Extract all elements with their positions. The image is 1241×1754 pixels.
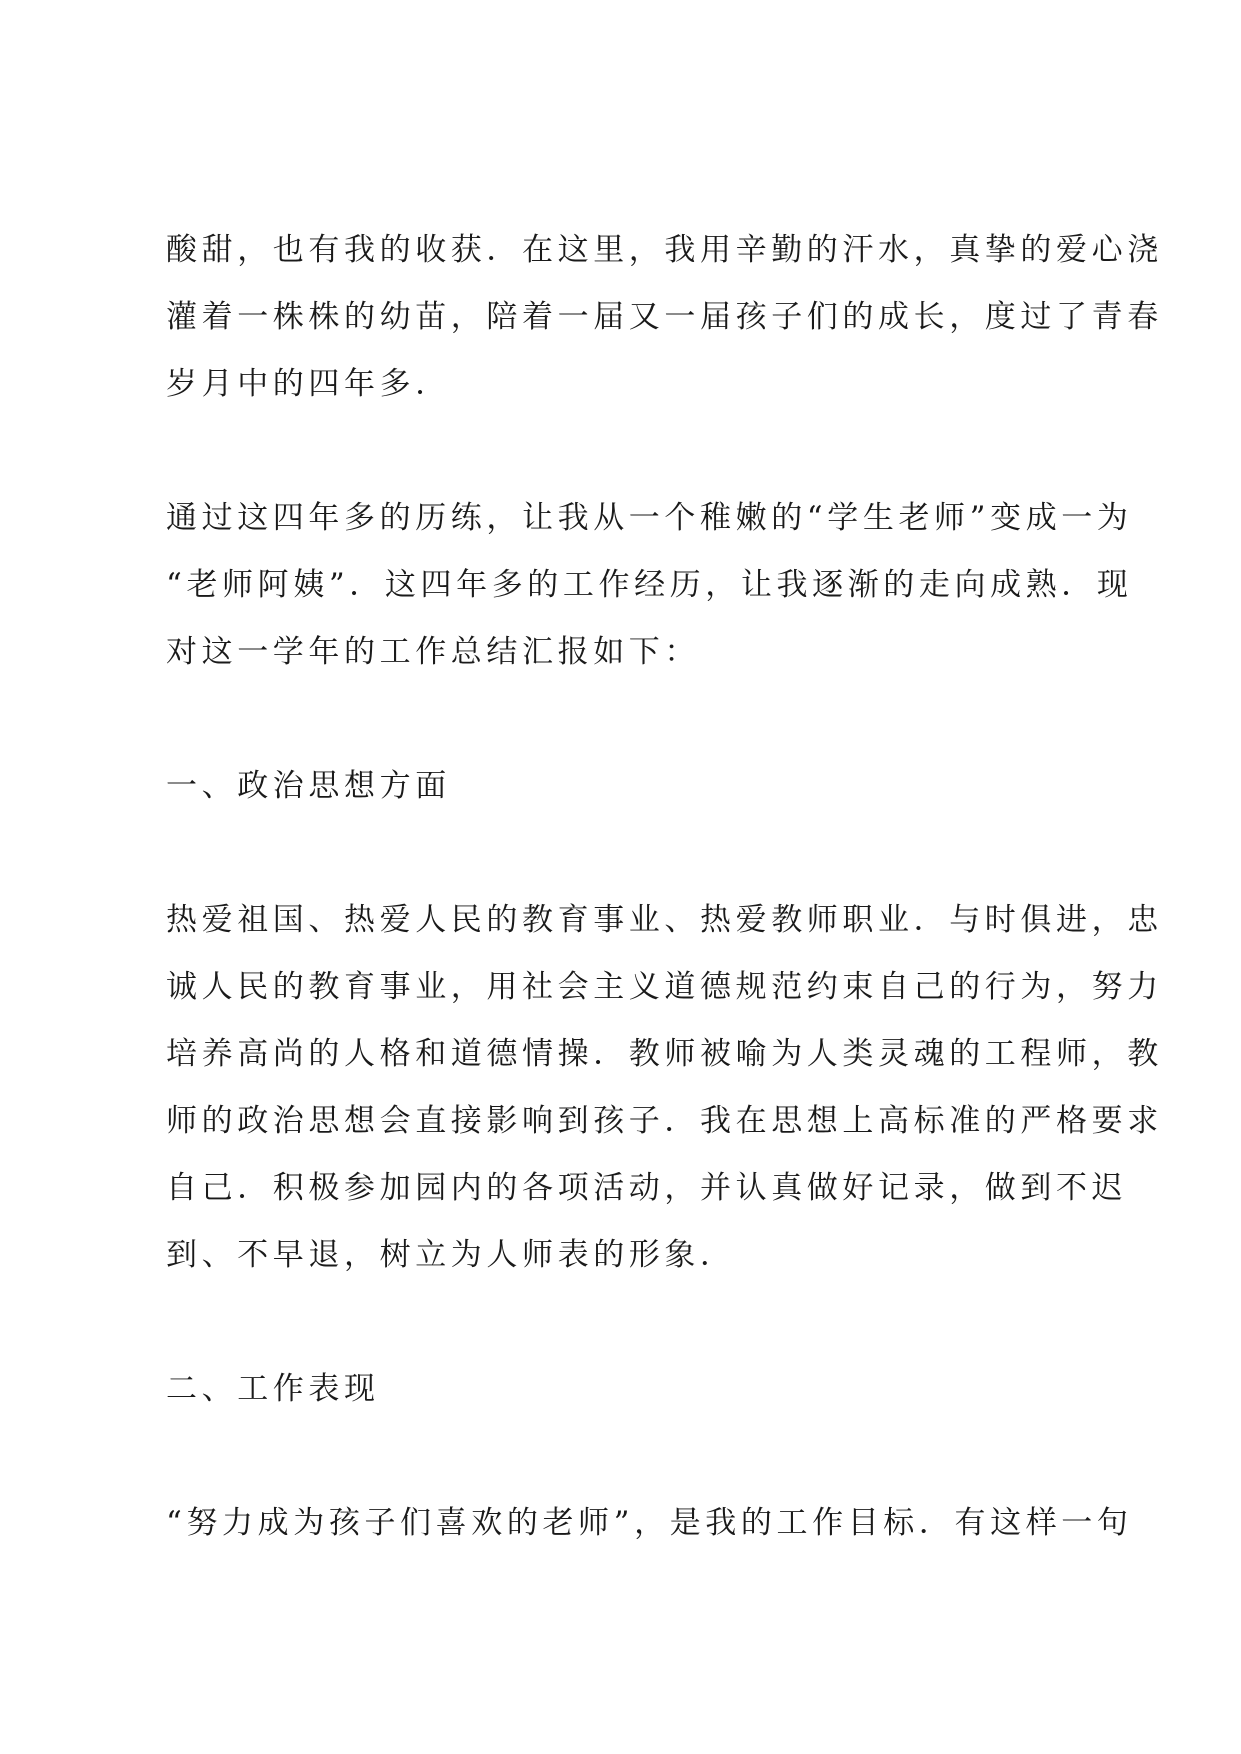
paragraph-line: 灌着一株株的幼苗，陪着一届又一届孩子们的成长，度过了青春 (166, 299, 1163, 335)
paragraph-line: “老师阿姨”．这四年多的工作经历，让我逐渐的走向成熟．现 (166, 567, 1133, 603)
paragraph-line: 到、不早退，树立为人师表的形象． (166, 1237, 736, 1273)
paragraph-line: 酸甜，也有我的收获．在这里，我用辛勤的汗水，真挚的爱心浇 (166, 232, 1163, 268)
paragraph-line: 培养高尚的人格和道德情操．教师被喻为人类灵魂的工程师，教 (166, 1036, 1163, 1072)
paragraph-line: 热爱祖国、热爱人民的教育事业、热爱教师职业．与时俱进，忠 (166, 902, 1163, 938)
section-heading: 二、工作表现 (166, 1371, 380, 1407)
paragraph-line: 诚人民的教育事业，用社会主义道德规范约束自己的行为，努力 (166, 969, 1163, 1005)
paragraph-line: 岁月中的四年多． (166, 366, 451, 402)
section-heading: 一、政治思想方面 (166, 768, 451, 804)
paragraph-line: “努力成为孩子们喜欢的老师”，是我的工作目标．有这样一句 (166, 1505, 1133, 1541)
paragraph-line: 通过这四年多的历练，让我从一个稚嫩的“学生老师”变成一为 (166, 500, 1133, 536)
paragraph-line: 自己．积极参加园内的各项活动，并认真做好记录，做到不迟 (166, 1170, 1128, 1206)
paragraph-line: 对这一学年的工作总结汇报如下： (166, 634, 700, 670)
paragraph-line: 师的政治思想会直接影响到孩子．我在思想上高标准的严格要求 (166, 1103, 1163, 1139)
